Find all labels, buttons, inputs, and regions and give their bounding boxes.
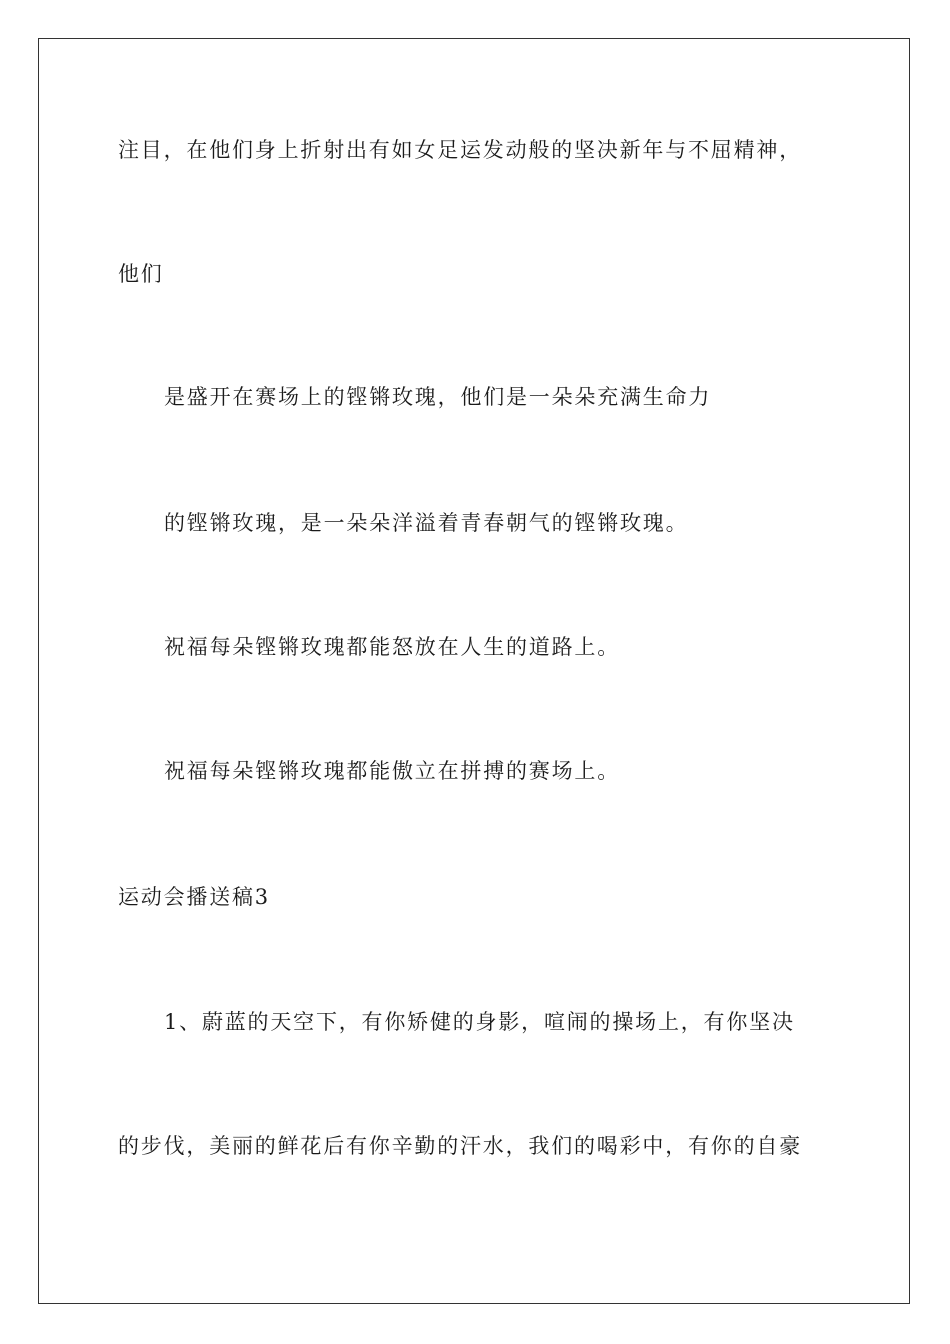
paragraph-line-1: 注目，在他们身上折射出有如女足运发动般的坚决新年与不屈精神， — [118, 138, 802, 162]
paragraph-line-8: 1、蔚蓝的天空下，有你矫健的身影，喧闹的操场上，有你坚决 — [164, 1010, 795, 1034]
paragraph-line-9: 的步伐，美丽的鲜花后有你辛勤的汗水，我们的喝彩中，有你的自豪 — [118, 1134, 802, 1158]
section-heading: 运动会播送稿3 — [118, 885, 270, 909]
paragraph-line-3: 是盛开在赛场上的铿锵玫瑰，他们是一朵朵充满生命力 — [164, 385, 712, 409]
paragraph-line-5: 祝福每朵铿锵玫瑰都能怒放在人生的道路上。 — [164, 635, 620, 659]
paragraph-line-2: 他们 — [118, 262, 164, 286]
page-border — [38, 38, 910, 1304]
paragraph-line-4: 的铿锵玫瑰，是一朵朵洋溢着青春朝气的铿锵玫瑰。 — [164, 511, 689, 535]
paragraph-line-6: 祝福每朵铿锵玫瑰都能傲立在拼搏的赛场上。 — [164, 759, 620, 783]
